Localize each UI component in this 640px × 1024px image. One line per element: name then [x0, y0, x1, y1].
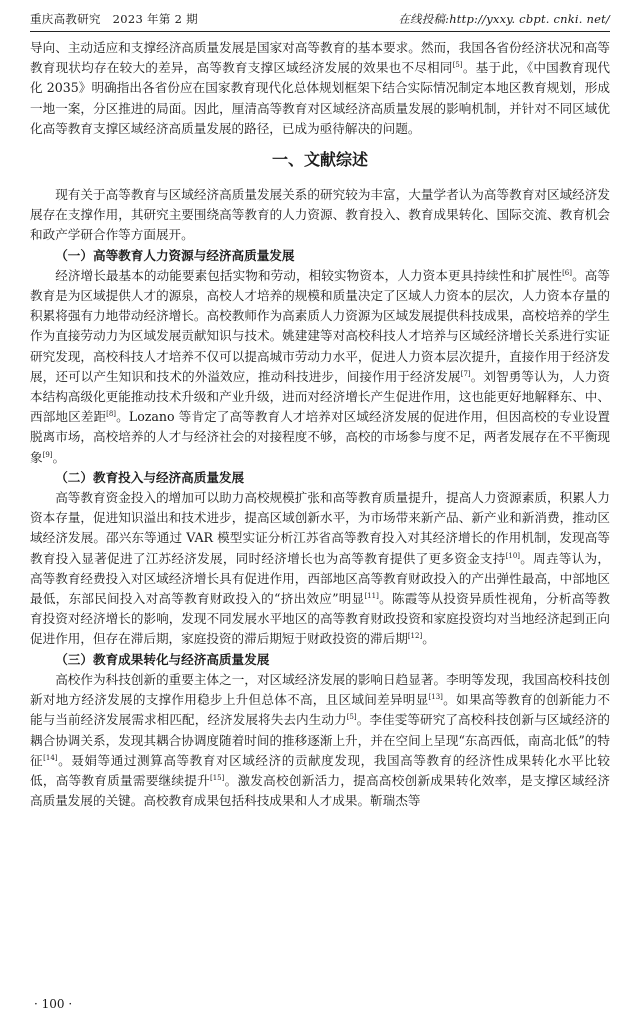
text: 。Lozano 等肯定了高等教育人才培养对区域经济发展的促进作用，但因高校的专业设置脱离市场，高校培养的人才与经济社会的对接程度不够，高校的市场参与度不足，两者发展存在不平衡现象 — [30, 409, 610, 465]
page-number: · 100 · — [34, 997, 73, 1011]
text: 经济增长最基本的动能要素包括实物和劳动，相较实物资本，人力资本更具持续性和扩展性 — [55, 267, 563, 283]
text: 。 — [52, 449, 66, 465]
journal-name: 重庆高教研究 2023 年第 2 期 — [30, 12, 198, 26]
running-header — [30, 10, 610, 28]
text: 高校作为科技创新的重要主体之一，对区域经济发展的影响日趋显著。李明等发现，我国高校科技创新对地方经济发展的支撑作用稳步上升但总体不高，且区域间差异明显 — [30, 671, 610, 708]
intro-text-a: 导向、主动适应和支撑经济高质量发展是国家对高等教育的基本要求。然而，我国各省份经济状况和高等教育现状均存在较大的差异，高等教育支撑区域经济发展的效果也不尽相同 — [30, 40, 610, 76]
intro-paragraph — [30, 38, 610, 139]
citation: [14] — [43, 753, 58, 762]
citation: [5] — [452, 61, 463, 70]
text: 。李佳雯等研究了高校科技创新与区域经济的耦合协调关系，发现其耦合协调度随着时间的推移逐渐上升，并在空间上呈现“东高西低，南高北低”的特征 — [30, 712, 611, 768]
citation: [11] — [364, 591, 379, 600]
header-rule — [30, 31, 610, 32]
submission-site: 在线投稿:http://yxxy. cbpt. cnki. net/ — [398, 12, 610, 26]
subsection-heading-2: （二）教育投入与经济高质量发展 — [55, 469, 245, 485]
text: 。高等教育是为区域提供人才的源泉，高校人才培养的规模和质量决定了区域人力资本的层次，人力资本存量的积累将强有力地带动经济增长。高校教师作为高素质人力资源为区域发展提供科技成果，高校培养的学生作为直接劳动力为区域发展贡献知识与技术。姚建建等对高校科技人才培养与区域经济增长关系进行实证研究发现，高校科技人才培养不仅可以提高城市劳动力水平，促进人力资本层次提升，直接作用于经济发展，还可以产生知识和技术的外溢效应，推动科技进步，间接作用于经济发展 — [30, 267, 610, 384]
article-body — [30, 38, 610, 811]
text: 。如果高等教育的创新能力不能与当前经济发展需求相匹配，经济发展将失去内生动力 — [30, 692, 611, 728]
citation: [15] — [209, 773, 225, 782]
citation: [9] — [42, 450, 53, 459]
text: 。聂娟等通过测算高等教育对区域经济的贡献度发现，我国高等教育的经济性成果转化水平比较低，高等教育质量需要继续提升 — [30, 752, 611, 788]
citation: [8] — [106, 410, 117, 419]
text: 。周垚等认为，高等教育经费投入对区域经济增长具有促进作用，西部地区高等教育财政投入的产出弹性最高，中部地区最低，东部民间投入对高等教育财政投入的“挤出效应”明显 — [30, 550, 611, 607]
subsection-heading-1: （一）高等教育人力资源与经济高质量发展 — [55, 247, 295, 263]
text: 高等教育资金投入的增加可以助力高校规模扩张和高等教育质量提升，提高人力资源素质，积累人力资本存量，促进知识溢出和技术进步，提高区域创新水平，为市场带来新产品、新产业和新消费，推动区域经济发展。邵兴东等通过 VAR 模型实证分析江苏省高等教育投入对其经济增长的作用机制，发现高等教育投入显著促进了江苏经济发展，同时经济增长也为高等教育提供了更多资金支持 — [30, 490, 610, 566]
citation: [7] — [460, 369, 471, 378]
subsection-heading-3: （三）教育成果转化与经济高质量发展 — [55, 651, 270, 667]
text: 。 — [422, 631, 435, 647]
citation: [6] — [562, 268, 572, 277]
subsection-3-paragraph — [30, 670, 610, 811]
intro-text-b: 。基于此，《中国教育现代化 2035》明确指出各省份应在国家教育现代化总体规划框架下结合实际情况制定本地区教育规划，形成一地一案，分区推进的局面。因此，厘清高等教育对区域经济高质量发展的影响机制，并针对不同区域优化高等教育支撑区域经济高质量发展的路径，已成为亟待解决的问题。 — [30, 60, 611, 136]
text: 。激发高校创新活力，提高高校创新成果转化效率，是支撑区域经济高质量发展的关键。高校教育成果包括科技成果和人才成果。靳瑞杰等 — [30, 772, 611, 809]
citation: [10] — [505, 551, 521, 560]
citation: [12] — [407, 632, 423, 641]
subsection-2-paragraph — [30, 488, 610, 650]
text: 。刘智勇等认为，人力资本结构高级化更能推动技术升级和产业升级，进而对经济增长产生促进作用，这也能更好地解释东、中、西部地区差距 — [30, 368, 611, 425]
citation: [5] — [346, 713, 357, 722]
text: 。陈霞等从投资异质性视角，分析高等教育投资对经济增长的影响，发现不同发展水平地区的高等教育财政投资和家庭投资均对当地经济起到正向促进作用，但存在滞后期，家庭投资的滞后期短于财政投资的滞后期 — [30, 591, 610, 647]
subsection-1-paragraph — [30, 266, 610, 468]
section-intro-paragraph: 现有关于高等教育与区域经济高质量发展关系的研究较为丰富，大量学者认为高等教育对区域经济发展存在支撑作用，其研究主要围绕高等教育的人力资源、教育投入、教育成果转化、国际交流、教育机会和政产学研合作等方面展开。 — [30, 187, 610, 243]
section-title: 一、文献综述 — [271, 150, 368, 170]
citation: [13] — [428, 692, 443, 701]
